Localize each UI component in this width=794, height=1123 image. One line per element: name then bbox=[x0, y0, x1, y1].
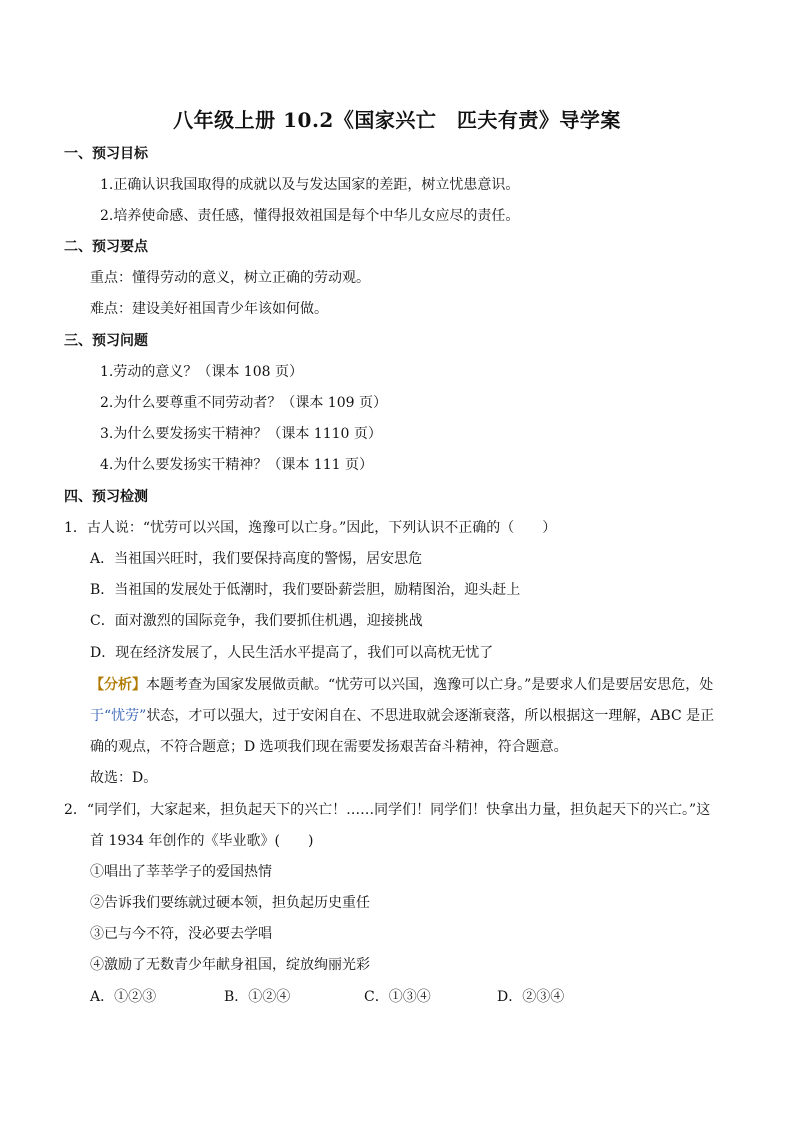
section-heading: 二、预习要点 bbox=[64, 239, 148, 255]
list-item: ④激励了无数青少年献身祖国，绽放绚丽光彩 bbox=[90, 957, 370, 973]
answer-line: 故选：D。 bbox=[90, 770, 158, 786]
analysis-text: 本题考查为国家发展做贡献。“忧劳可以兴国，逸豫可以亡身。”是要求人们是要居安思危，处 bbox=[146, 677, 714, 693]
analysis-line: 确的观点，不符合题意；D 选项我们现在需要发扬艰苦奋斗精神，符合题意。 bbox=[90, 739, 568, 755]
choice-d: D．②③④ bbox=[497, 989, 565, 1005]
section-heading: 一、预习目标 bbox=[64, 146, 148, 162]
list-item: 2.培养使命感、责任感，懂得报效祖国是每个中华儿女应尽的责任。 bbox=[100, 208, 520, 224]
list-item: 1.正确认识我国取得的成就以及与发达国家的差距，树立忧患意识。 bbox=[100, 177, 520, 193]
question-stem: 首 1934 年创作的《毕业歌》( ) bbox=[90, 833, 314, 849]
choice-a: A．①②③ bbox=[90, 989, 157, 1005]
option-b: B．当祖国的发展处于低潮时，我们要卧薪尝胆，励精图治，迎头赶上 bbox=[90, 582, 521, 598]
list-item: 3.为什么要发扬实干精神？（课本 1110 页） bbox=[100, 426, 382, 442]
question-stem: 2．“同学们，大家起来，担负起天下的兴亡！……同学们！同学们！快拿出力量，担负起天下的兴亡。”这 bbox=[64, 802, 711, 818]
list-item: ③已与今不符，没必要去学唱 bbox=[90, 926, 272, 942]
question-stem: 1．古人说：“忧劳可以兴国，逸豫可以亡身。”因此，下列认识不正确的（ ） bbox=[64, 520, 557, 536]
list-item: 2.为什么要尊重不同劳动者？（课本 109 页） bbox=[100, 395, 387, 411]
analysis-tag: 【分析】 bbox=[90, 677, 146, 693]
analysis-line bbox=[90, 707, 714, 725]
list-item: 4.为什么要发扬实干精神？（课本 111 页） bbox=[100, 457, 373, 473]
list-item: 1.劳动的意义？（课本 108 页） bbox=[100, 364, 303, 380]
section-heading: 四、预习检测 bbox=[64, 489, 148, 505]
option-c: C．面对激烈的国际竞争，我们要抓住机遇，迎接挑战 bbox=[90, 613, 423, 629]
choice-c: C．①③④ bbox=[364, 989, 431, 1005]
option-a: A．当祖国兴旺时，我们要保持高度的警惕，居安思危 bbox=[90, 551, 423, 567]
choice-b: B．①②④ bbox=[224, 989, 291, 1005]
list-item: ②告诉我们要练就过硬本领，担负起历史重任 bbox=[90, 895, 370, 911]
page-title: 八年级上册 10.2《国家兴亡 匹夫有责》导学案 bbox=[173, 108, 621, 132]
analysis-quote: 于“忧劳” bbox=[90, 708, 147, 724]
analysis-line bbox=[90, 676, 713, 694]
list-item: ①唱出了莘莘学子的爱国热情 bbox=[90, 864, 272, 880]
list-item: 重点：懂得劳动的意义，树立正确的劳动观。 bbox=[90, 270, 370, 286]
option-d: D．现在经济发展了，人民生活水平提高了，我们可以高枕无忧了 bbox=[90, 645, 494, 661]
list-item: 难点：建设美好祖国青少年该如何做。 bbox=[90, 301, 328, 317]
analysis-text: 状态，才可以强大，过于安闲自在、不思进取就会逐渐衰落，所以根据这一理解，ABC 是正 bbox=[146, 708, 715, 724]
section-heading: 三、预习问题 bbox=[64, 333, 148, 349]
